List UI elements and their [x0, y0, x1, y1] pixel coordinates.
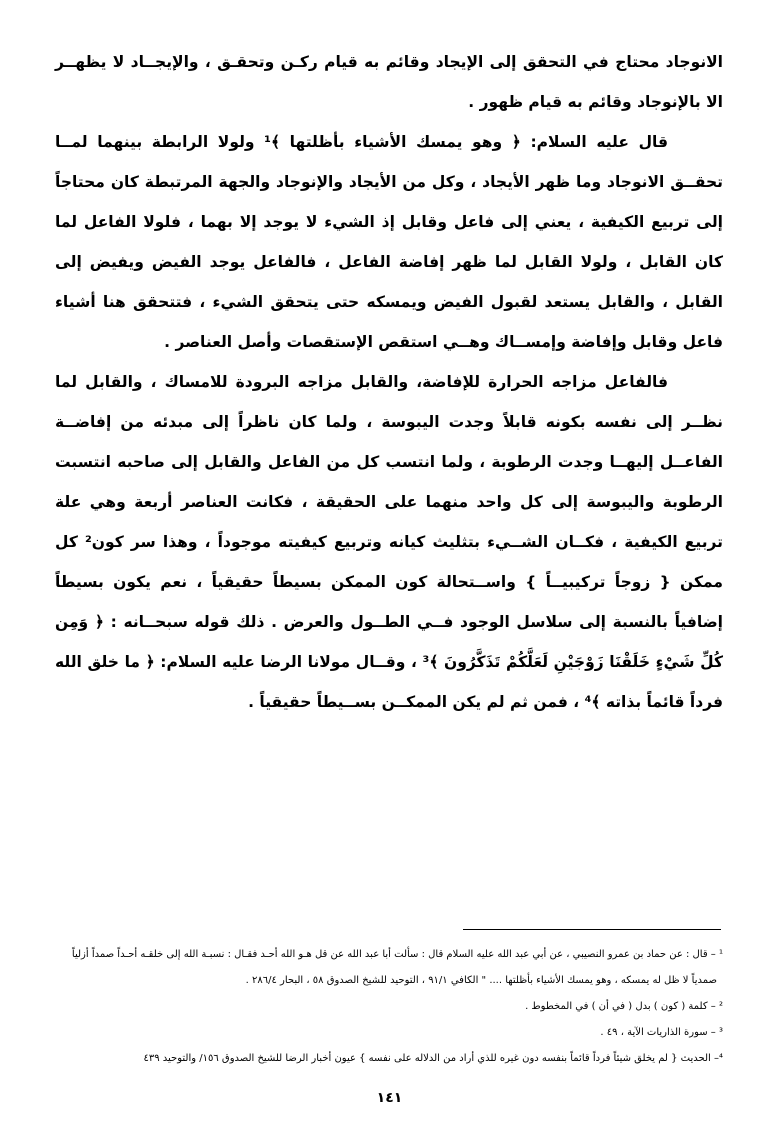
footnote-separator	[463, 929, 721, 930]
footnote-4: ⁴– الحديث { لم يخلق شيئاً فرداً قائماً بنفسه دون غيره للذي أراد من الدلاله على نفسه } عيون أخبار الرضا للشيخ الصدوق ١٥٦/ والتوحيد ٤٣٩	[143, 1053, 723, 1064]
main-text-body	[55, 42, 723, 722]
footnotes	[55, 942, 723, 1072]
page-number: ١٤١	[376, 1090, 403, 1106]
paragraph-3: فالفاعل مزاجه الحرارة للإفاضة، والقابل مزاجه البرودة للامساك ، والقابل لما نظــر إلى نفسه بكونه قابلاً وجدت اليبوسة ، ولما كان ناظراً إلى مبدئه من إفاضــة الفاعــل إليهــا وجدت الرطوبة ، ولما انتسب كل من الفاعل والقابل إلى صاحبه انتسبت الرطوبة واليبوسة إلى كل واحد منهما على الحقيقة ، فكانت العناصر أربعة وهي علة تربيع الكيفية ، فكــان الشــيء بتثليث كيانه وتربيع كيفيته موجوداً ، وهذا سر كون² كل ممكن { زوجاً تركيبيــاً } واســتحالة كون الممكن بسيطاً حقيقياً ، نعم يكون بسيطاً إضافياً بالنسبة إلى سلاسل الوجود فــي الطــول والعرض . ذلك قوله سبحــانه : ﴿ وَمِن كُلِّ شَيْءٍ خَلَقْنَا زَوْجَيْنِ لَعَلَّكُمْ تَذَكَّرُونَ ﴾³ ، وقــال مولانا الرضا عليه السلام: ﴿ ما خلق الله فرداً قائماً بذاته ﴾⁴ ، فمن ثم لم يكن الممكــن بســيطاً حقيقياً .	[55, 373, 723, 711]
paragraph-2: قال عليه السلام: ﴿ وهو يمسك الأشياء بأظلتها ﴾¹ ولولا الرابطة بينهما لمــا تحقــق الانوجاد وما ظهر الأيجاد ، وكل من الأيجاد والإنوجاد والجهة المرتبطة كان محتاجاً إلى تربيع الكيفية ، يعني إلى فاعل وقابل إذ الشيء لا يوجد إلا بهما ، فلولا الفاعل لما كان القابل ، ولولا القابل لما ظهر إفاضة الفاعل ، فالفاعل يوجد الفيض ويفيض إلى القابل ، والقابل يستعد لقبول الفيض ويمسكه حتى يتحقق الشيء ، فتتحقق هنا أشياء فاعل وقابل وإفاضة وإمســاك وهــي استقص الإستقصات وأصل العناصر .	[55, 133, 723, 351]
footnote-2: ² – كلمة ( كون ) بدل ( في أن ) في المخطوط .	[525, 1001, 723, 1012]
footnote-1-continued: صمدياً لا ظل له يمسكه ، وهو يمسك الأشياء بأظلتها .... " الكافي ٩١/١ ، التوحيد للشيخ الصدوق ٥٨ ، البحار ٢٨٦/٤ .	[245, 975, 717, 986]
footnote-1: ¹ – قال : عن حماد بن عمرو النصيبي ، عن أبي عبد الله عليه السلام قال : سألت أبا عبد الله عن قل هـو الله أحـد فقـال : نسبـة الله إلى خلقـه أحـداً صمداً أزلياً	[71, 949, 723, 960]
footnote-3: ³ – سورة الذاريات الآية ، ٤٩ .	[600, 1027, 723, 1038]
paragraph-1: الانوجاد محتاج في التحقق إلى الإيجاد وقائم به قيام ركـن وتحقـق ، والإيجــاد لا يظهــر الا بالإنوجاد وقائم به قيام ظهور .	[55, 53, 723, 111]
